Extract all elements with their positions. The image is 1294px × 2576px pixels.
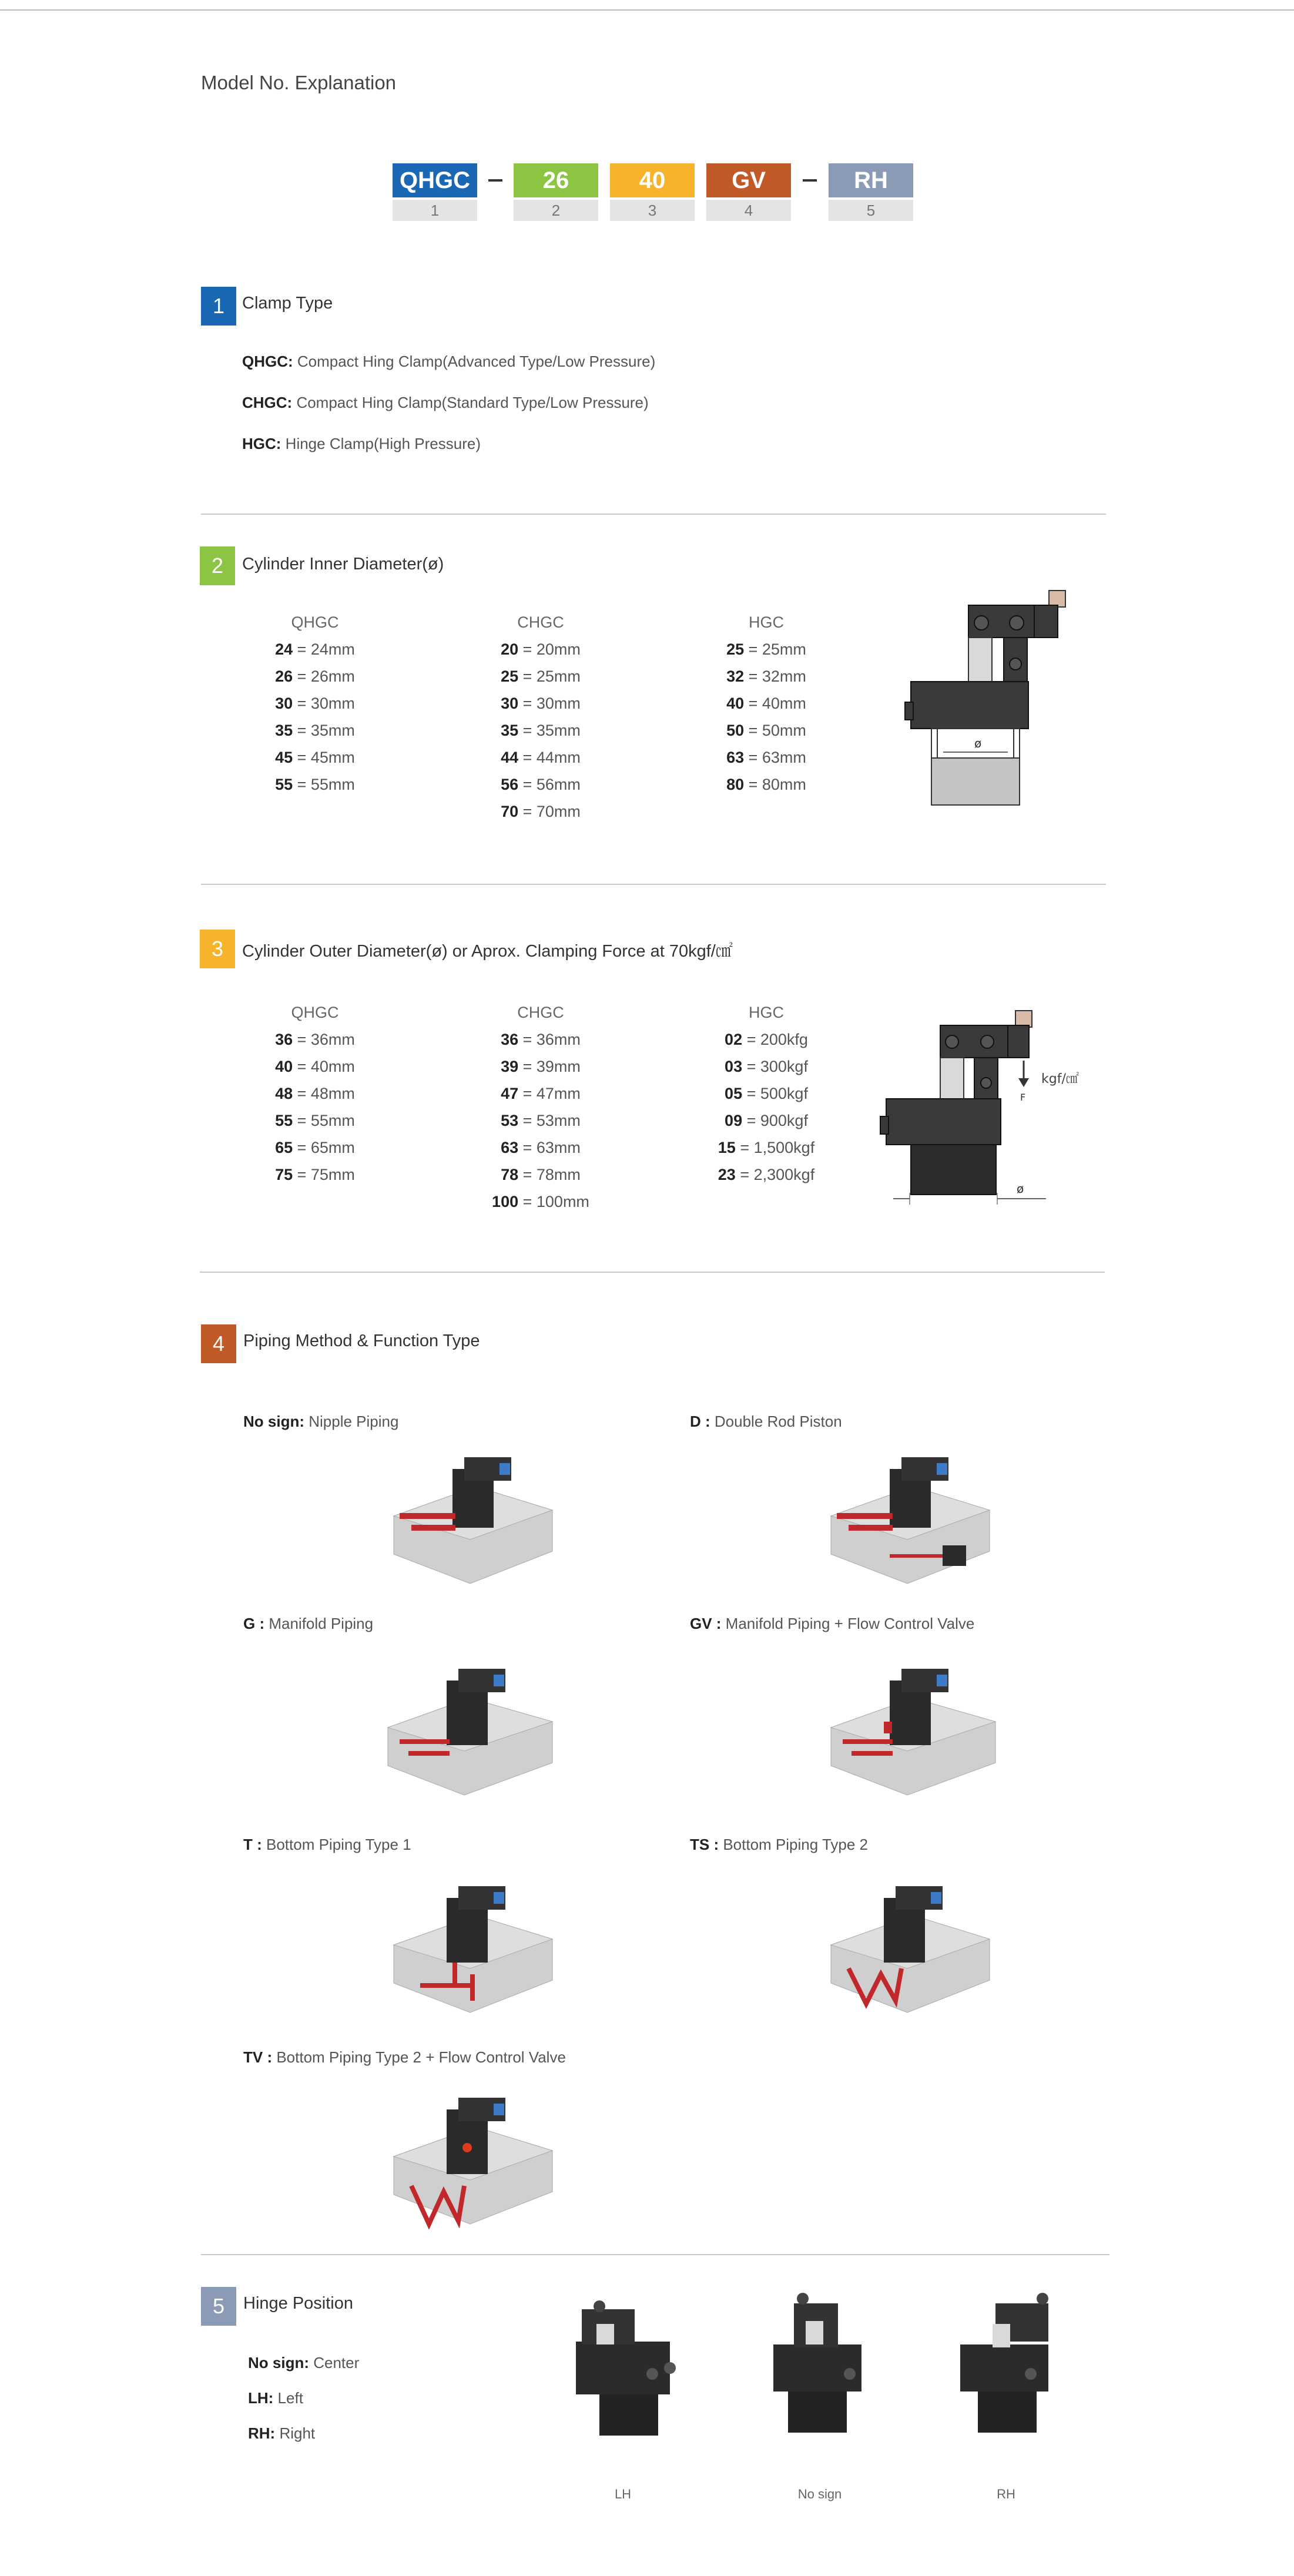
bottom-piping-2-flow-control-image: [388, 2092, 558, 2233]
code-index-3: 3: [610, 200, 695, 221]
outer-diameter-column-qhgc: [209, 999, 421, 1188]
hinge-item: LH: Left: [248, 2389, 303, 2407]
table-row: 36 = 36mm: [501, 1031, 581, 1048]
piping-item: T : Bottom Piping Type 1: [243, 1836, 411, 1853]
table-row: 50 = 50mm: [726, 722, 806, 739]
diameter-column-chgc: [435, 609, 646, 825]
code-box-3: 40: [610, 163, 695, 197]
table-row: 30 = 30mm: [501, 695, 581, 712]
table-row: 30 = 30mm: [275, 695, 355, 712]
outer-diameter-column-chgc: [435, 999, 646, 1215]
table-row: 15 = 1,500kgf: [718, 1139, 815, 1156]
code-dash: [803, 179, 817, 182]
inner-diameter-diagram: [899, 588, 1075, 811]
hinge-item: No sign: Center: [248, 2354, 360, 2372]
table-row: 40 = 40mm: [275, 1058, 355, 1075]
table-row: 47 = 47mm: [501, 1085, 581, 1102]
hinge-left-image: [564, 2297, 688, 2439]
table-row: 39 = 39mm: [501, 1058, 581, 1075]
table-row: 53 = 53mm: [501, 1112, 581, 1129]
top-divider: [0, 9, 1294, 11]
caption-no-sign: No sign: [797, 2487, 842, 2501]
table-row: 55 = 55mm: [275, 1112, 355, 1129]
piping-item: G : Manifold Piping: [243, 1615, 374, 1632]
column-header: HGC: [749, 1004, 784, 1021]
section-divider: [201, 2254, 1109, 2255]
section-title-3: Cylinder Outer Diameter(ø) or Aprox. Clamping Force at 70kgf/㎠: [242, 942, 733, 961]
table-row: 35 = 35mm: [275, 722, 355, 739]
table-row: 65 = 65mm: [275, 1139, 355, 1156]
table-row: 03 = 300kgf: [725, 1058, 808, 1075]
piping-item: No sign: Nipple Piping: [243, 1413, 399, 1430]
section-number-3: 3: [200, 930, 235, 968]
hinge-center-image: [762, 2292, 879, 2433]
table-row: 100 = 100mm: [492, 1193, 589, 1210]
column-header: CHGC: [517, 1004, 564, 1021]
table-row: 20 = 20mm: [501, 640, 581, 658]
code-box-2: 26: [514, 163, 598, 197]
diameter-column-hgc: [661, 609, 872, 798]
section-title-2: Cylinder Inner Diameter(ø): [242, 555, 444, 573]
diameter-symbol: ø: [1017, 1182, 1024, 1196]
section-number-5: 5: [201, 2287, 236, 2326]
piping-item: GV : Manifold Piping + Flow Control Valve: [690, 1615, 975, 1632]
clamp-type-item: HGC: Hinge Clamp(High Pressure): [242, 435, 481, 452]
code-index-5: 5: [829, 200, 913, 221]
code-box-4: GV: [706, 163, 791, 197]
page-title: Model No. Explanation: [201, 72, 397, 93]
caption-rh: RH: [997, 2487, 1015, 2501]
hinge-right-image: [948, 2292, 1066, 2433]
column-header: QHGC: [291, 613, 339, 631]
section-title-5: Hinge Position: [243, 2294, 353, 2313]
double-rod-piston-image: [825, 1451, 995, 1586]
manifold-flow-control-image: [825, 1663, 1001, 1798]
table-row: 23 = 2,300kgf: [718, 1166, 815, 1183]
section-divider: [201, 514, 1106, 515]
table-row: 02 = 200kfg: [725, 1031, 808, 1048]
table-row: 63 = 63mm: [501, 1139, 581, 1156]
diameter-symbol: ø: [974, 736, 982, 750]
table-row: 05 = 500kgf: [725, 1085, 808, 1102]
column-header: CHGC: [517, 613, 564, 631]
table-row: 78 = 78mm: [501, 1166, 581, 1183]
bottom-piping-1-image: [388, 1880, 558, 2015]
code-index-4: 4: [706, 200, 791, 221]
manifold-piping-image: [382, 1663, 558, 1798]
caption-lh: LH: [614, 2487, 632, 2501]
section-divider: [200, 1272, 1105, 1273]
code-index-1: 1: [393, 200, 477, 221]
section-title-4: Piping Method & Function Type: [243, 1331, 480, 1350]
hinge-item: RH: Right: [248, 2424, 316, 2442]
code-dash: [488, 179, 502, 182]
table-row: 80 = 80mm: [726, 776, 806, 793]
table-row: 44 = 44mm: [501, 749, 581, 766]
table-row: 56 = 56mm: [501, 776, 581, 793]
code-box-1: QHGC: [393, 163, 477, 197]
table-row: 32 = 32mm: [726, 668, 806, 685]
table-row: 25 = 25mm: [501, 668, 581, 685]
outer-diameter-diagram: [876, 1002, 1111, 1237]
table-row: 55 = 55mm: [275, 776, 355, 793]
section-divider: [201, 884, 1106, 885]
table-row: 48 = 48mm: [275, 1085, 355, 1102]
clamp-type-item: QHGC: Compact Hing Clamp(Advanced Type/Low Pressure): [242, 353, 656, 370]
clamp-type-item: CHGC: Compact Hing Clamp(Standard Type/Low Pressure): [242, 394, 649, 411]
bottom-piping-2-image: [825, 1880, 995, 2015]
diameter-column-qhgc: [209, 609, 421, 798]
table-row: 45 = 45mm: [275, 749, 355, 766]
table-row: 75 = 75mm: [275, 1166, 355, 1183]
code-index-2: 2: [514, 200, 598, 221]
table-row: 09 = 900kgf: [725, 1112, 808, 1129]
table-row: 35 = 35mm: [501, 722, 581, 739]
table-row: 40 = 40mm: [726, 695, 806, 712]
section-number-4: 4: [201, 1324, 236, 1363]
clamping-force-column-hgc: [661, 999, 872, 1188]
column-header: QHGC: [291, 1004, 339, 1021]
piping-item: D : Double Rod Piston: [690, 1413, 842, 1430]
force-label: F: [1020, 1092, 1026, 1103]
section-number-2: 2: [200, 546, 235, 585]
table-row: 26 = 26mm: [275, 668, 355, 685]
table-row: 36 = 36mm: [275, 1031, 355, 1048]
section-number-1: 1: [201, 287, 236, 326]
piping-item: TV : Bottom Piping Type 2 + Flow Control Valve: [243, 2048, 566, 2066]
code-box-5: RH: [829, 163, 913, 197]
table-row: 63 = 63mm: [726, 749, 806, 766]
force-unit-label: kgf/㎠: [1041, 1072, 1079, 1086]
nipple-piping-image: [388, 1451, 558, 1586]
column-header: HGC: [749, 613, 784, 631]
piping-item: TS : Bottom Piping Type 2: [690, 1836, 869, 1853]
section-title-1: Clamp Type: [242, 294, 333, 313]
table-row: 25 = 25mm: [726, 640, 806, 658]
table-row: 24 = 24mm: [275, 640, 355, 658]
table-row: 70 = 70mm: [501, 803, 581, 820]
